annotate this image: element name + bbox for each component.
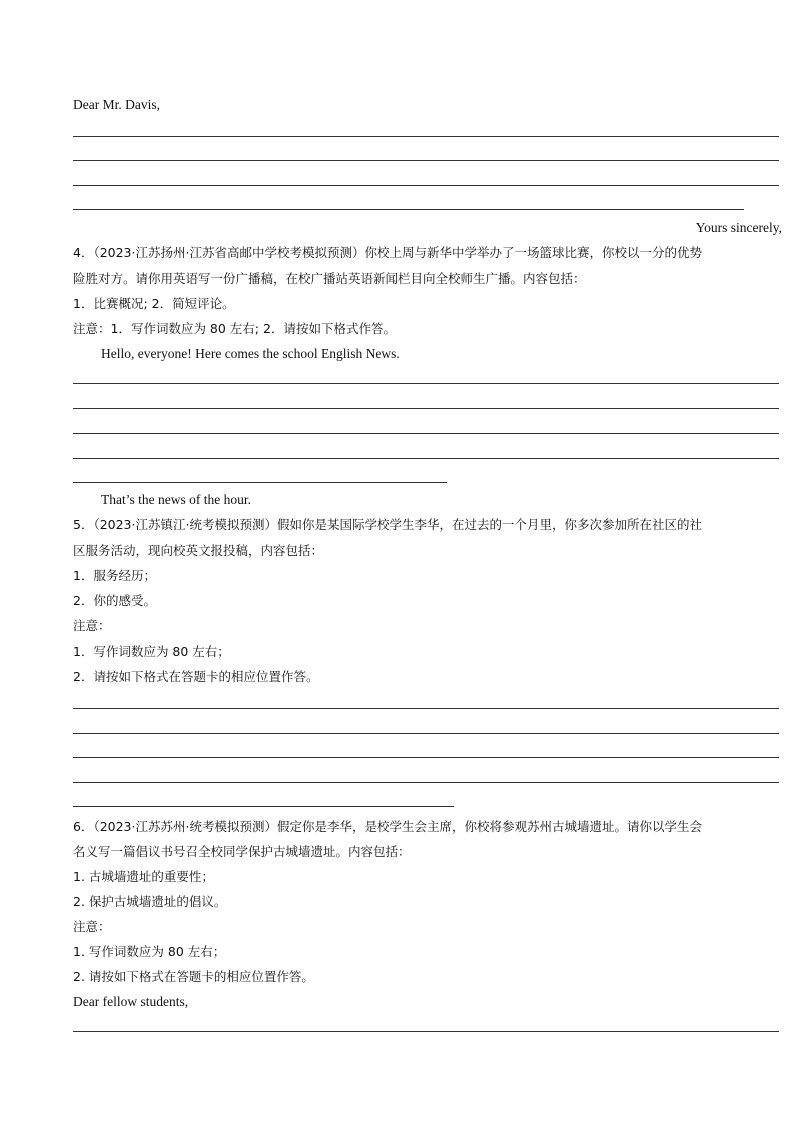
answer-line bbox=[73, 408, 779, 409]
q6-note1: 1. 写作词数应为 80 左右； bbox=[73, 944, 226, 959]
answer-line bbox=[73, 458, 779, 459]
q4-ending: That’s the news of the hour. bbox=[101, 492, 251, 507]
q5-item1: 1．服务经历； bbox=[73, 568, 156, 583]
q4-prompt-line2: 险胜对方。请你用英语写一份广播稿，在校广播站英语新闻栏目向全校师生广播。内容包括： bbox=[73, 271, 586, 286]
q6-note2: 2. 请按如下格式在答题卡的相应位置作答。 bbox=[73, 969, 314, 984]
q5-note1: 1．写作词数应为 80 左右； bbox=[73, 644, 230, 659]
q5-prompt-line2: 区服务活动，现向校英文报投稿，内容包括： bbox=[73, 543, 324, 558]
q5-note-label: 注意： bbox=[73, 618, 111, 633]
q5-note2: 2．请按如下格式在答题卡的相应位置作答。 bbox=[73, 669, 319, 684]
answer-line bbox=[73, 185, 779, 186]
answer-line bbox=[73, 757, 779, 758]
answer-line bbox=[73, 136, 779, 137]
answer-line bbox=[73, 209, 744, 210]
q5-item2: 2．你的感受。 bbox=[73, 593, 156, 608]
answer-line bbox=[73, 806, 454, 807]
q6-item2: 2. 保护古城墙遗址的倡议。 bbox=[73, 894, 227, 909]
answer-line bbox=[73, 1031, 779, 1032]
answer-line bbox=[73, 733, 779, 734]
answer-line bbox=[73, 383, 779, 384]
answer-line bbox=[73, 708, 779, 709]
q4-note: 注意：1．写作词数应为 80 左右; 2．请按如下格式作答。 bbox=[73, 321, 396, 336]
q4-content: 1．比赛概况; 2．简短评论。 bbox=[73, 296, 235, 311]
q6-item1: 1. 古城墙遗址的重要性； bbox=[73, 869, 214, 884]
q4-opening: Hello, everyone! Here comes the school English News. bbox=[101, 346, 400, 361]
letter-closing: Yours sincerely, bbox=[695, 220, 782, 235]
q5-prompt-line1: 5．（2023·江苏镇江·统考模拟预测）假如你是某国际学校学生李华，在过去的一个月里，你多次参加所在社区的社 bbox=[73, 517, 702, 532]
answer-line bbox=[73, 160, 779, 161]
q6-prompt-line2: 名义写一篇倡议书号召全校同学保护古城墙遗址。内容包括： bbox=[73, 844, 411, 859]
q6-prompt-line1: 6．（2023·江苏苏州·统考模拟预测）假定你是李华，是校学生会主席，你校将参观苏州古城墙遗址。请你以学生会 bbox=[73, 819, 702, 834]
answer-line bbox=[73, 433, 779, 434]
answer-line bbox=[73, 782, 779, 783]
letter-salutation: Dear Mr. Davis, bbox=[73, 97, 160, 112]
q6-salutation: Dear fellow students, bbox=[73, 994, 189, 1009]
q4-prompt-line1: 4．（2023·江苏扬州·江苏省高邮中学校考模拟预测）你校上周与新华中学举办了一场篮球比赛，你校以一分的优势 bbox=[73, 245, 702, 260]
answer-line bbox=[73, 482, 447, 483]
q6-note-label: 注意： bbox=[73, 919, 111, 934]
